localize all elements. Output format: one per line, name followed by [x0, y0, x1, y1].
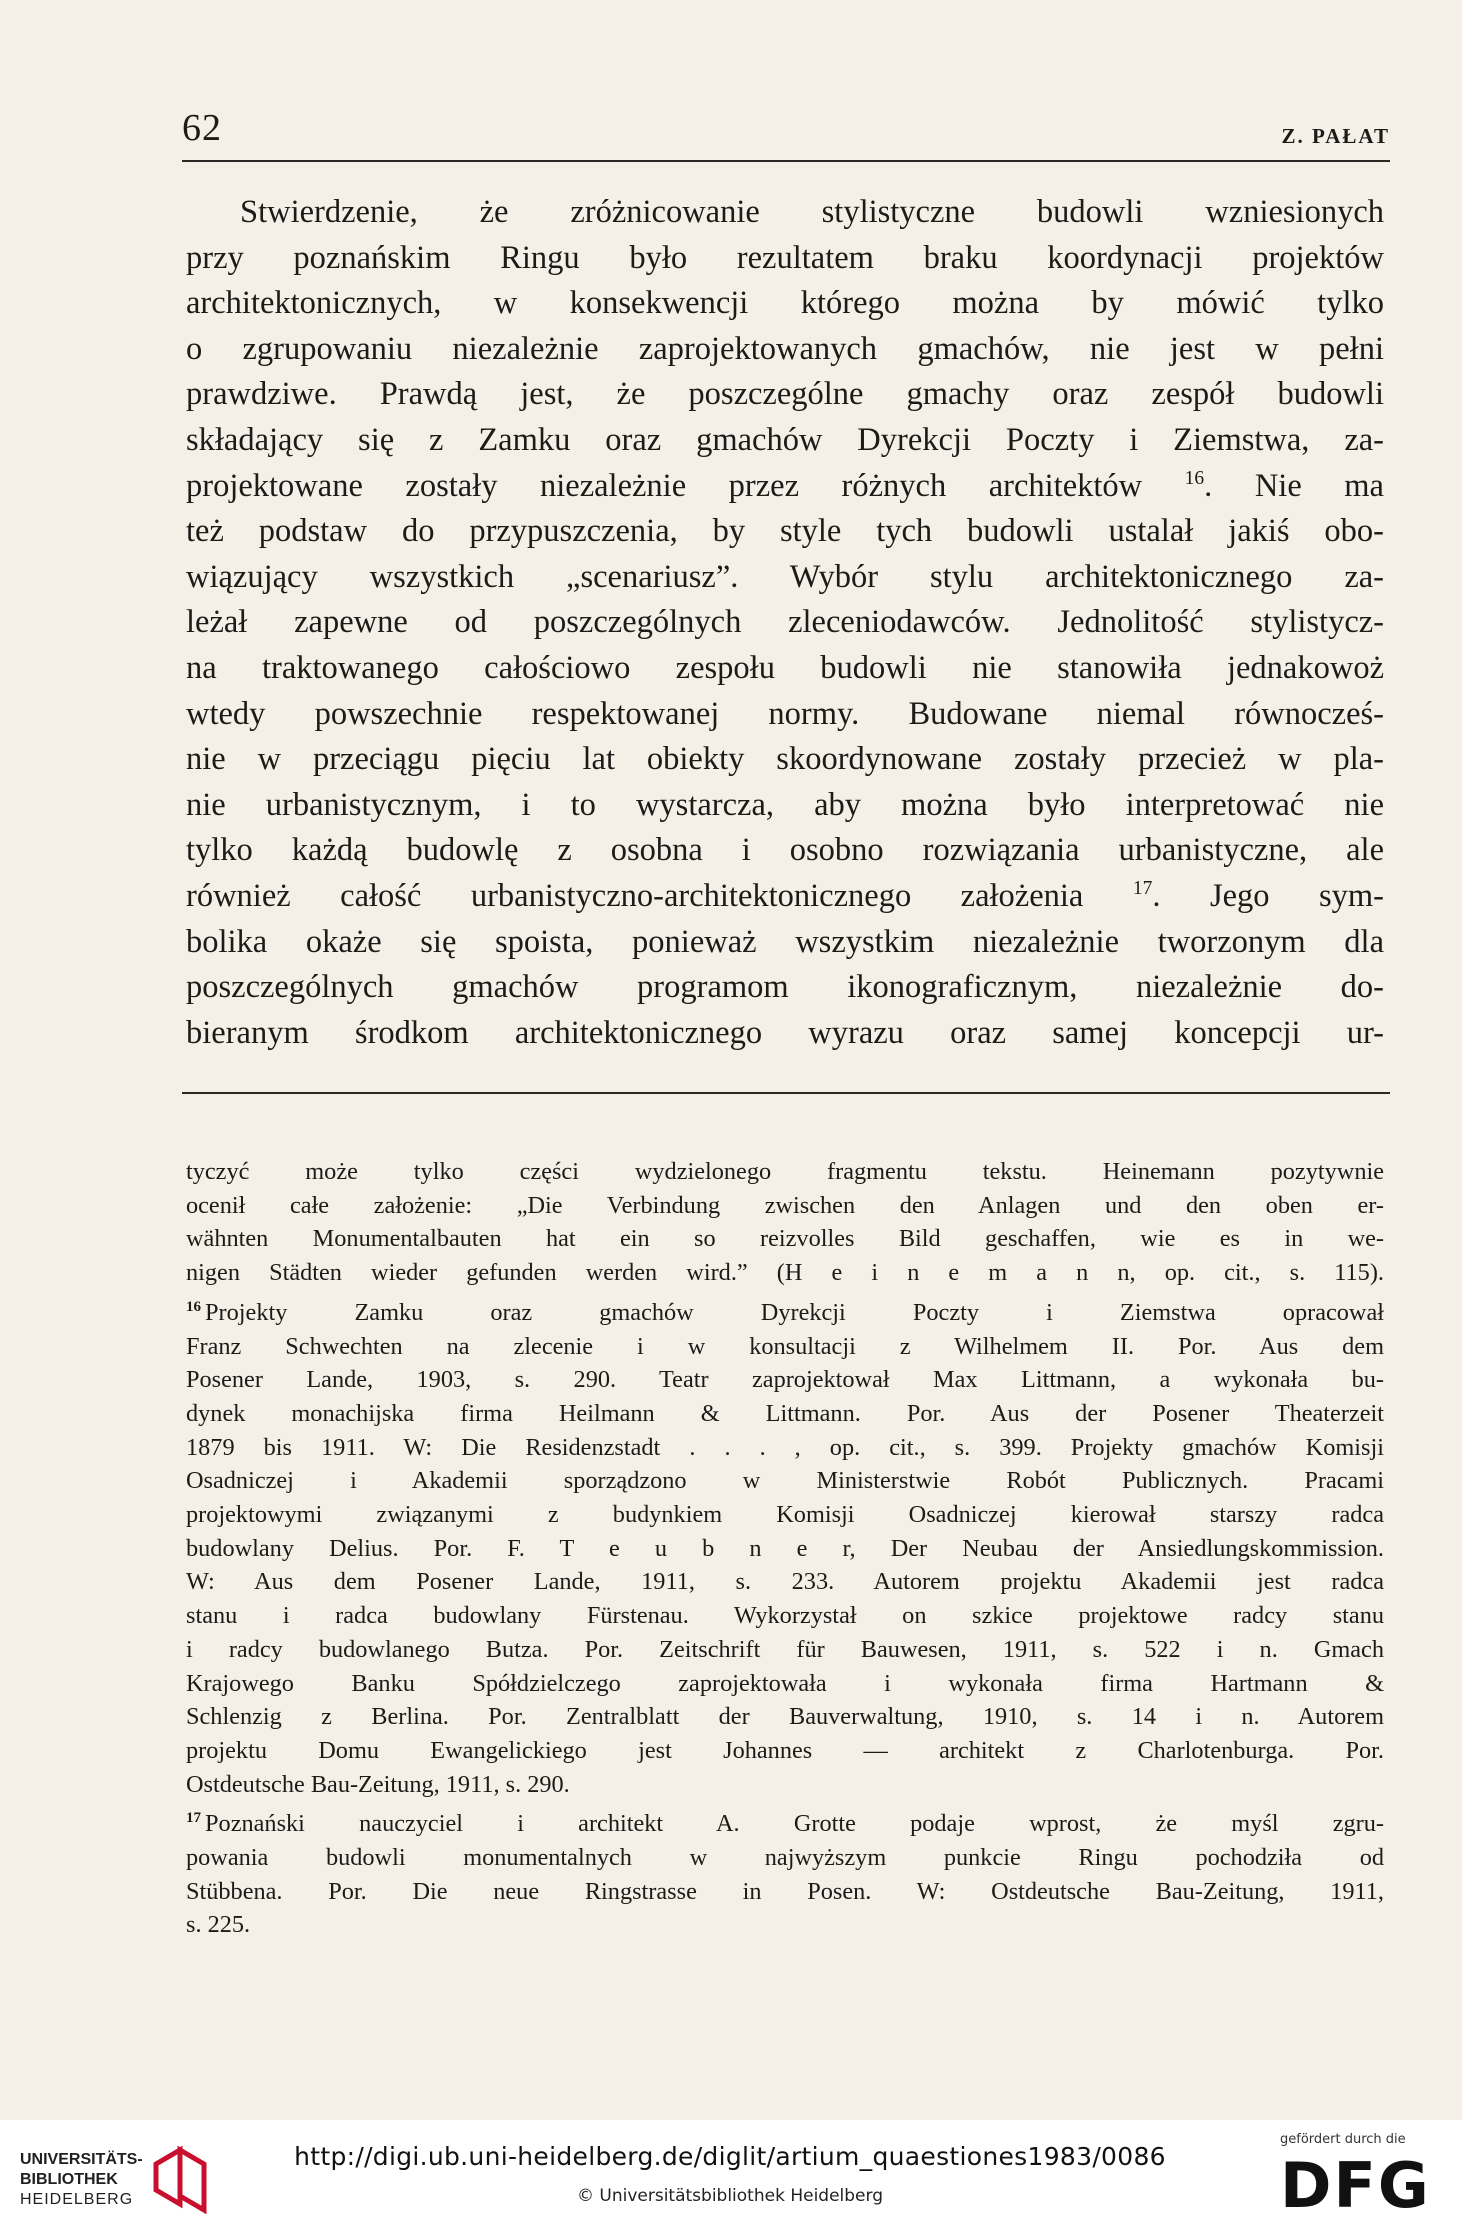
- footnote-16-number: 16: [186, 1298, 202, 1315]
- footnote-17-number: 17: [186, 1810, 202, 1827]
- footnote-16-line: Krajowego Banku Spółdzielczego zaprojektowała i wykonała firma Hartmann &: [186, 1669, 1384, 1697]
- body-line: Stwierdzenie, że zróżnicowanie stylistyczne budowli wzniesionych: [240, 194, 1384, 230]
- body-line-text: projektowane zostały niezależnie przez różnych architektów: [186, 467, 1143, 504]
- footnote-16-line: Ostdeutsche Bau-Zeitung, 1911, s. 290.: [186, 1770, 570, 1798]
- body-line-tail: . Nie ma: [1204, 467, 1384, 504]
- body-line: na traktowanego całościowo zespołu budowli nie stanowiła jednakowoż: [186, 649, 1384, 686]
- body-line-text: również całość urbanistyczno-architektonicznego założenia: [186, 877, 1084, 914]
- footnote-16-line: W: Aus dem Posener Lande, 1911, s. 233. Autorem projektu Akademii jest radca: [186, 1568, 1384, 1596]
- footnotes: [186, 1155, 1384, 1942]
- dfg-logo[interactable]: DFG: [1280, 2149, 1431, 2222]
- footnote-17-line: Stübbena. Por. Die neue Ringstrasse in Posen. W: Ostdeutsche Bau-Zeitung, 1911,: [186, 1877, 1384, 1905]
- footnote-16-text: Projekty Zamku oraz gmachów Dyrekcji Poczty i Ziemstwa opracował: [205, 1298, 1384, 1326]
- library-mark-icon: [150, 2144, 210, 2214]
- footnote-ref-17[interactable]: 17: [1132, 878, 1153, 900]
- funder-label: gefördert durch die: [1280, 2132, 1406, 2147]
- footnote-rule: [182, 1092, 1390, 1094]
- library-name-line: BIBLIOTHEK: [20, 2171, 118, 2188]
- footnote-16-line: 1879 bis 1911. W: Die Residenzstadt . . . , op. cit., s. 399. Projekty gmachów Komisji: [186, 1433, 1384, 1461]
- footnote-16-line: projektu Domu Ewangelickiego jest Johannes — architekt z Charlotenburga. Por.: [186, 1736, 1384, 1764]
- body-line: leżał zapewne od poszczególnych zleceniodawców. Jednolitość stylistycz-: [186, 604, 1384, 641]
- footnote-16-line: Posener Lande, 1903, s. 290. Teatr zaprojektował Max Littmann, a wykonała bu-: [186, 1366, 1384, 1394]
- library-name-line: UNIVERSITÄTS-: [20, 2151, 143, 2168]
- body-line: o zgrupowaniu niezależnie zaprojektowanych gmachów, nie jest w pełni: [186, 330, 1384, 367]
- body-line-with-ref: [186, 464, 1384, 510]
- body-line: prawdziwe. Prawdą jest, że poszczególne gmachy oraz zespół budowli: [186, 376, 1384, 413]
- footnote-16-line: Schlenzig z Berlina. Por. Zentralblatt der Bauverwaltung, 1910, s. 14 i n. Autorem: [186, 1703, 1384, 1731]
- footnote-17-text: Poznański nauczyciel i architekt A. Grotte podaje wprost, że myśl zgru-: [205, 1810, 1384, 1838]
- footnote-16-line: projektowymi związanymi z budynkiem Komisji Osadniczej kierował starszy radca: [186, 1501, 1384, 1529]
- footnote-ref-16[interactable]: 16: [1184, 467, 1205, 489]
- footnote-continuation-line: wähnten Monumentalbauten hat ein so reizvolles Bild geschaffen, wie es in we-: [186, 1225, 1384, 1253]
- library-logo[interactable]: [20, 2130, 270, 2216]
- body-line: tylko każdą budowlę z osobna i osobno rozwiązania urbanistyczne, ale: [186, 832, 1384, 869]
- body-line: poszczególnych gmachów programom ikonograficznym, niezależnie do-: [186, 969, 1384, 1006]
- footnote-continuation-line: ocenił całe założenie: „Die Verbindung zwischen den Anlagen und den oben er-: [186, 1191, 1384, 1219]
- footnote-16-line: Franz Schwechten na zlecenie i w konsultacji z Wilhelmem II. Por. Aus dem: [186, 1332, 1384, 1360]
- body-line: wiązujący wszystkich „scenariusz”. Wybór stylu architektonicznego za-: [186, 558, 1384, 595]
- body-line: wtedy powszechnie respektowanej normy. Budowane niemal równocześ-: [186, 695, 1384, 732]
- page-number: 62: [182, 107, 222, 149]
- running-title: Z. PAŁAT: [1281, 124, 1390, 148]
- page-header: [182, 106, 1390, 162]
- body-line: architektonicznych, w konsekwencji którego można by mówić tylko: [186, 285, 1384, 322]
- footnote-16-line: [186, 1296, 1384, 1330]
- viewer-footer: [0, 2120, 1462, 2228]
- footnote-16-line: budowlany Delius. Por. F. T e u b n e r, Der Neubau der Ansiedlungskommission.: [186, 1534, 1384, 1562]
- copyright-notice: © Universitätsbibliothek Heidelberg: [576, 2186, 883, 2206]
- footnote-continuation-line: tyczyć może tylko części wydzielonego fragmentu tekstu. Heinemann pozytywnie: [186, 1158, 1384, 1185]
- footnote-16-line: dynek monachijska firma Heilmann & Littmann. Por. Aus der Posener Theaterzeit: [186, 1399, 1384, 1427]
- library-name-line: HEIDELBERG: [20, 2191, 134, 2208]
- body-line: bolika okaże się spoista, ponieważ wszystkim niezależnie tworzonym dla: [186, 923, 1384, 960]
- footnote-16-line: stanu i radca budowlany Fürstenau. Wykorzystał on szkice projektowe radcy stanu: [186, 1602, 1384, 1630]
- footnote-16-line: i radcy budowlanego Butza. Por. Zeitschrift für Bauwesen, 1911, s. 522 i n. Gmach: [186, 1635, 1384, 1663]
- footnote-16-line: Osadniczej i Akademii sporządzono w Ministerstwie Robót Publicznych. Pracami: [186, 1467, 1384, 1495]
- footnote-17-line: [186, 1807, 1384, 1841]
- footnote-17-line: powania budowli monumentalnych w najwyższym punkcie Ringu pochodziła od: [186, 1844, 1384, 1872]
- body-line: też podstaw do przypuszczenia, by style tych budowli ustalał jakiś obo-: [186, 513, 1384, 550]
- body-line: bieranym środkom architektonicznego wyrazu oraz samej koncepcji ur-: [186, 1014, 1384, 1051]
- body-line-tail: . Jego sym-: [1152, 877, 1384, 914]
- funder-block: [1280, 2132, 1440, 2222]
- body-line: składający się z Zamku oraz gmachów Dyrekcji Poczty i Ziemstwa, za-: [186, 421, 1384, 458]
- body-line-with-ref: [186, 874, 1384, 920]
- permalink-url[interactable]: http://digi.ub.uni-heidelberg.de/diglit/artium_quaestiones1983/0086: [294, 2142, 1166, 2171]
- footnote-17-line: s. 225.: [186, 1911, 251, 1939]
- header-rule: [182, 160, 1390, 162]
- body-line: przy poznańskim Ringu było rezultatem braku koordynacji projektów: [186, 239, 1384, 276]
- body-line: nie urbanistycznym, i to wystarcza, aby można było interpretować nie: [186, 786, 1384, 823]
- body-line: nie w przeciągu pięciu lat obiekty skoordynowane zostały przecież w pla-: [186, 741, 1384, 778]
- body-text: [186, 190, 1384, 1056]
- footnote-continuation-line: nigen Städten wieder gefunden werden wird.” (H e i n e m a n n, op. cit., s. 115).: [186, 1259, 1384, 1287]
